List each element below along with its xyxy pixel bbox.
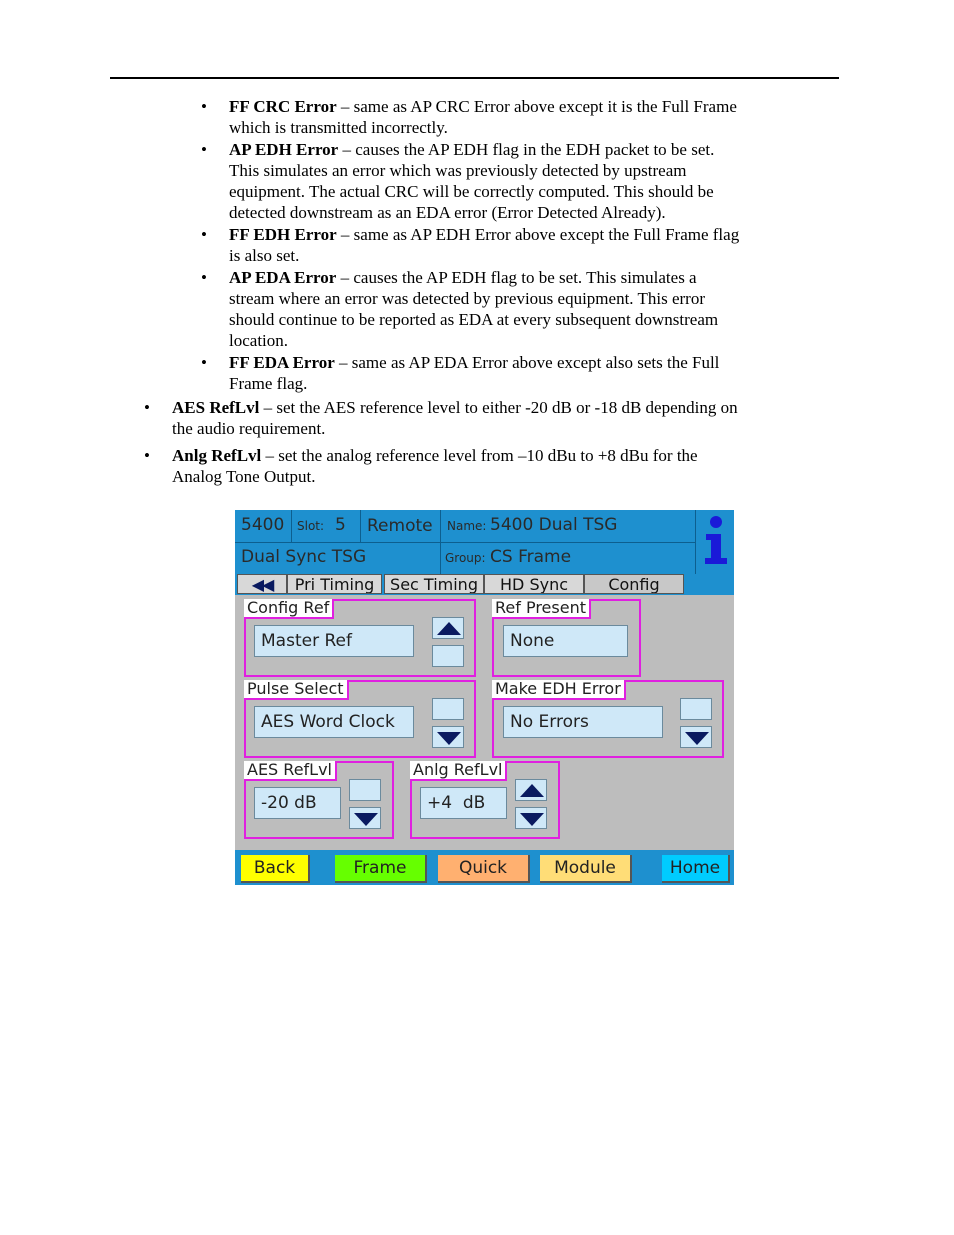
line: the audio requirement. [172,419,326,438]
line: is also set. [229,246,300,265]
term: AES RefLvl [172,398,260,417]
anlg-reflvl-field[interactable]: +4 dB [420,787,507,819]
ref-present-panel [492,599,641,677]
up-arrow-blank[interactable] [680,698,712,720]
ref-present-label: Ref Present [492,599,591,619]
sub-item-ap-eda-error [201,267,839,351]
divider [695,510,696,574]
group-label: Group: [445,551,486,565]
line: – same as AP EDA Error above except also sets the Full [339,353,720,372]
line: stream where an error was detected by previous equipment. This error [229,289,705,308]
bullet: • [144,446,150,465]
line: – same as AP EDH Error above except the Full Frame flag [340,225,740,244]
tab-config[interactable]: Config [584,574,684,594]
aes-reflvl-label: AES RefLvl [244,761,337,781]
make-edh-error-field[interactable]: No Errors [503,706,663,738]
frame-button[interactable]: Frame [335,855,427,883]
up-arrow-blank[interactable] [432,698,464,720]
header-rule [110,77,839,79]
button-bar [235,850,734,885]
ref-present-field: None [503,625,628,657]
down-arrow-icon[interactable] [515,807,547,829]
tab-bar [235,574,734,595]
line: equipment. The actual CRC will be correctly computed. This should be [229,182,714,201]
pulse-select-label: Pulse Select [244,680,349,700]
device-name: Dual Sync TSG [241,547,367,567]
quick-button[interactable]: Quick [438,855,530,883]
make-edh-error-panel [492,680,724,758]
module-button[interactable]: Module [540,855,632,883]
term: Anlg RefLvl [172,446,262,465]
tab-pri-timing[interactable]: Pri Timing [287,574,382,594]
aes-reflvl-panel [244,761,394,839]
down-arrow-icon[interactable] [349,807,381,829]
back-button[interactable]: Back [241,855,310,883]
line: should continue to be reported as EDA at every subsequent downstream [229,310,719,329]
line: location. [229,331,289,350]
bullet: • [201,268,207,287]
anlg-reflvl-label: Anlg RefLvl [410,761,507,781]
divider [235,542,695,543]
line: Analog Tone Output. [172,467,316,486]
line: This simulates an error which was previously detected by upstream [229,161,687,180]
line: detected downstream as an EDA error (Error Detected Already). [229,203,666,222]
info-icon[interactable] [701,514,731,568]
group-value: CS Frame [490,547,572,567]
bullet: • [201,225,207,244]
item-anlg-reflvl [144,445,842,487]
config-ref-panel [244,599,476,677]
config-ref-field[interactable]: Master Ref [254,625,414,657]
aes-reflvl-field[interactable]: -20 dB [254,787,341,819]
config-ref-label: Config Ref [244,599,334,619]
divider [291,510,292,542]
up-arrow-icon[interactable] [515,779,547,801]
bullet: • [201,97,207,116]
item-aes-reflvl [144,397,842,439]
slot-label: Slot: [297,519,325,533]
slot-value: 5 [335,515,346,535]
sub-item-ff-crc-error [201,96,839,138]
term: AP EDH Error [229,140,339,159]
term: FF EDA Error [229,353,335,372]
line: – causes the AP EDH flag in the EDH packet to be set. [342,140,715,159]
name-label: Name: [447,519,487,533]
bullet: • [144,398,150,417]
bullet: • [201,353,207,372]
name-value: 5400 Dual TSG [490,515,618,535]
sub-item-ff-edh-error [201,224,839,266]
down-arrow-blank[interactable] [432,645,464,667]
sub-item-ff-eda-error [201,352,839,394]
bullet: • [201,140,207,159]
tab-back-arrows[interactable]: ◀◀ [237,574,287,594]
status-header [235,510,734,595]
down-arrow-icon[interactable] [432,726,464,748]
model-number: 5400 [241,515,285,535]
sub-item-ap-edh-error [201,139,839,223]
pulse-select-panel [244,680,476,758]
term: AP EDA Error [229,268,337,287]
mode-indicator: Remote [367,516,433,536]
line: – same as AP CRC Error above except it is the Full Frame [340,97,737,116]
line: Frame flag. [229,374,308,393]
up-arrow-icon[interactable] [432,617,464,639]
line: which is transmitted incorrectly. [229,118,448,137]
term: FF EDH Error [229,225,337,244]
home-button[interactable]: Home [662,855,730,883]
tab-sec-timing[interactable]: Sec Timing [384,574,484,594]
down-arrow-icon[interactable] [680,726,712,748]
anlg-reflvl-panel [410,761,560,839]
line: – set the AES reference level to either -20 dB or -18 dB depending on [263,398,738,417]
tab-hd-sync[interactable]: HD Sync [484,574,584,594]
divider [360,510,361,542]
device-screen [235,510,734,885]
pulse-select-field[interactable]: AES Word Clock [254,706,414,738]
line: – set the analog reference level from –10 dBu to +8 dBu for the [265,446,698,465]
term: FF CRC Error [229,97,337,116]
make-edh-error-label: Make EDH Error [492,680,626,700]
line: – causes the AP EDH flag to be set. This simulates a [340,268,697,287]
up-arrow-blank[interactable] [349,779,381,801]
